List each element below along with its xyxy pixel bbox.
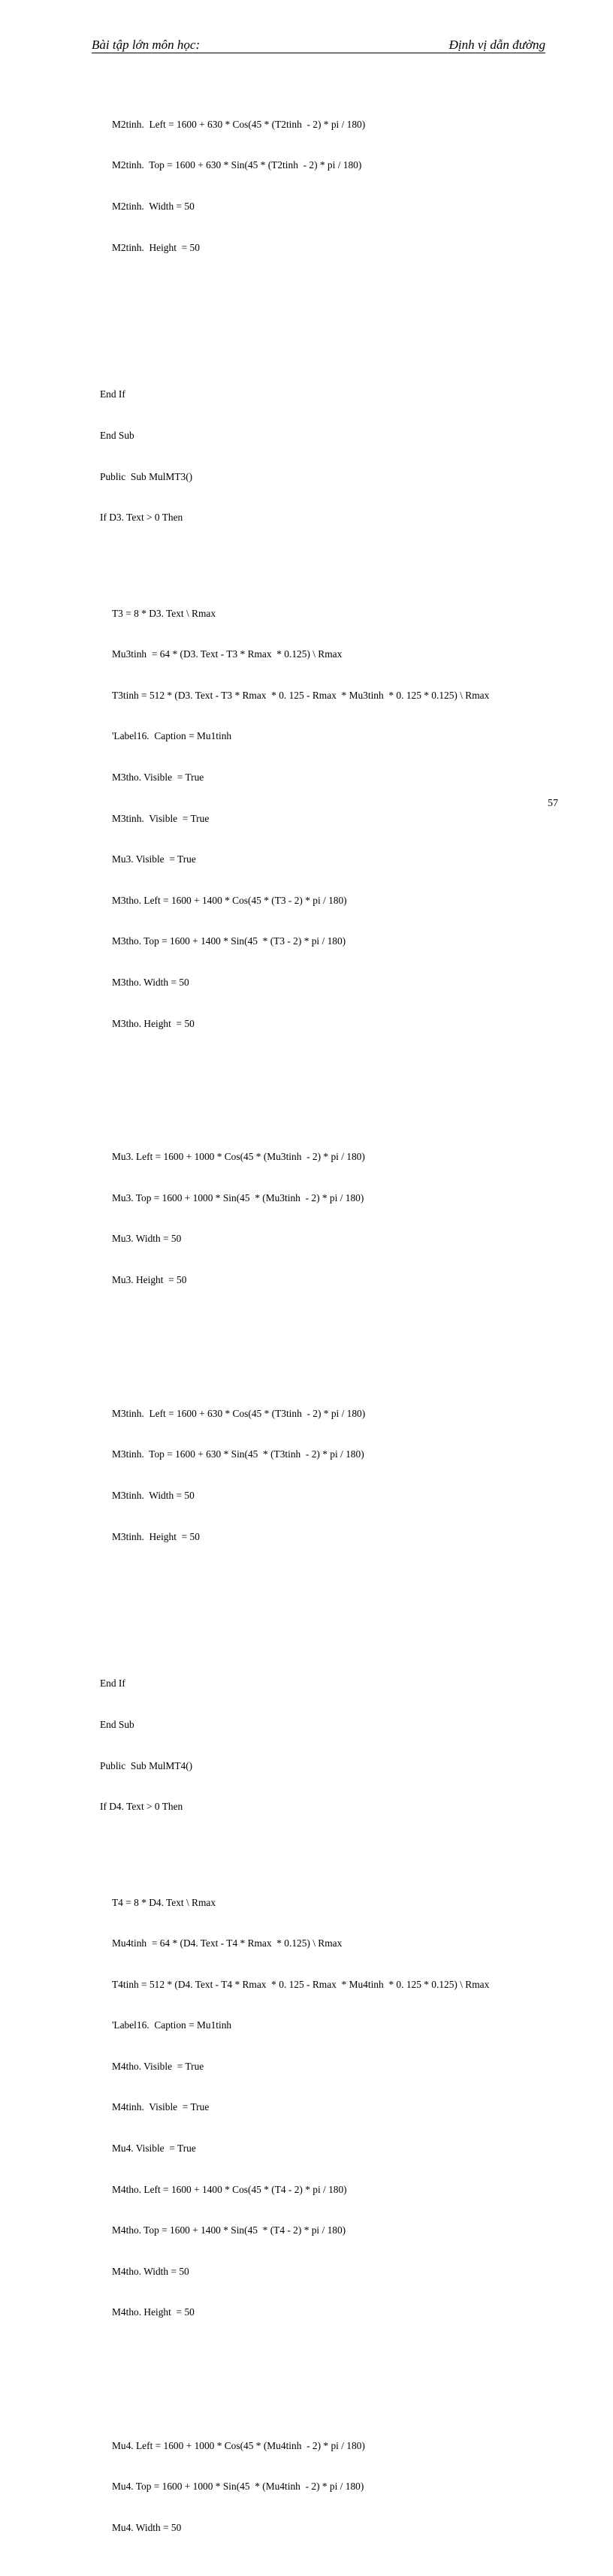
code-line: M2tinh. Left = 1600 + 630 * Cos(45 * (T2tinh - 2) * pi / 180)	[112, 118, 366, 130]
header-topic-title: Định vị dẫn đường	[448, 38, 545, 52]
code-line: Mu4tinh = 64 * (D4. Text - T4 * Rmax * 0.125) \ Rmax	[112, 1937, 343, 1949]
code-line: End If	[100, 388, 125, 400]
code-line: T3tinh = 512 * (D3. Text - T3 * Rmax * 0. 125 - Rmax * Mu3tinh * 0. 125 * 0.125) \ Rmax	[112, 689, 490, 701]
code-line: M3tho. Height = 50	[112, 1017, 195, 1029]
page-header	[92, 38, 545, 53]
code-block-sub-header-mt3	[100, 361, 489, 552]
code-line: M3tinh. Width = 50	[112, 1489, 195, 1501]
code-block-mt4-compute	[100, 1868, 489, 2347]
code-line: M3tinh. Visible = True	[112, 812, 210, 824]
code-block-m2tinh-position	[100, 90, 489, 282]
code-line: Mu4. Left = 1600 + 1000 * Cos(45 * (Mu4tinh - 2) * pi / 180)	[112, 2439, 365, 2451]
code-listing	[100, 63, 489, 2576]
code-line: Mu3. Top = 1600 + 1000 * Sin(45 * (Mu3tinh - 2) * pi / 180)	[112, 1191, 364, 1203]
code-line: M2tinh. Width = 50	[112, 201, 195, 212]
code-line: M3tho. Top = 1600 + 1400 * Sin(45 * (T3 - 2) * pi / 180)	[112, 935, 346, 947]
code-line: Mu3. Width = 50	[112, 1233, 182, 1245]
code-block-mt3-compute	[100, 579, 489, 1058]
code-line: Mu4. Width = 50	[112, 2522, 182, 2534]
code-line: M3tinh. Top = 1600 + 630 * Sin(45 * (T3tinh - 2) * pi / 180)	[112, 1448, 364, 1460]
code-line: Mu3. Left = 1600 + 1000 * Cos(45 * (Mu3tinh - 2) * pi / 180)	[112, 1150, 365, 1162]
code-block-sub-header-mt4	[100, 1650, 489, 1841]
code-line: End Sub	[100, 1718, 134, 1730]
code-line: M3tinh. Left = 1600 + 630 * Cos(45 * (T3tinh - 2) * pi / 180)	[112, 1407, 366, 1419]
code-line: M4tho. Height = 50	[112, 2306, 195, 2318]
code-line: M3tinh. Height = 50	[112, 1530, 200, 1542]
code-block-mu4-position	[100, 2411, 489, 2562]
header-course-title: Bài tập lớn môn học:	[92, 38, 201, 52]
code-line: End Sub	[100, 430, 134, 441]
code-line: End If	[100, 1678, 125, 1690]
code-line: If D4. Text > 0 Then	[100, 1801, 183, 1813]
code-line: Mu3. Height = 50	[112, 1273, 187, 1285]
code-line: M4tho. Visible = True	[112, 2060, 204, 2072]
code-block-mu3-position	[100, 1123, 489, 1315]
code-line: M4tho. Width = 50	[112, 2265, 189, 2277]
code-line: M2tinh. Top = 1600 + 630 * Sin(45 * (T2tinh - 2) * pi / 180)	[112, 159, 362, 171]
code-line: Mu3. Visible = True	[112, 853, 196, 865]
code-line: 'Label16. Caption = Mu1tinh	[112, 730, 232, 742]
code-line: Mu4. Top = 1600 + 1000 * Sin(45 * (Mu4tinh - 2) * pi / 180)	[112, 2481, 364, 2493]
code-line: M4tho. Top = 1600 + 1400 * Sin(45 * (T4 - 2) * pi / 180)	[112, 2224, 346, 2236]
code-line: M4tho. Left = 1600 + 1400 * Cos(45 * (T4 - 2) * pi / 180)	[112, 2183, 347, 2195]
page-number: 57	[548, 798, 558, 809]
code-line: M3tho. Width = 50	[112, 976, 189, 988]
code-line: Mu4. Visible = True	[112, 2143, 196, 2155]
code-line: Public Sub MulMT4()	[100, 1759, 193, 1771]
code-line: M3tho. Left = 1600 + 1400 * Cos(45 * (T3 - 2) * pi / 180)	[112, 894, 347, 906]
code-line: T4 = 8 * D4. Text \ Rmax	[112, 1896, 216, 1908]
code-line: 'Label16. Caption = Mu1tinh	[112, 2019, 232, 2031]
code-line: T4tinh = 512 * (D4. Text - T4 * Rmax * 0. 125 - Rmax * Mu4tinh * 0. 125 * 0.125) \ Rmax	[112, 1978, 490, 1990]
code-block-m3tinh-position	[100, 1379, 489, 1571]
code-line: M2tinh. Height = 50	[112, 241, 200, 253]
code-line: If D3. Text > 0 Then	[100, 512, 183, 524]
code-line: Mu3tinh = 64 * (D3. Text - T3 * Rmax * 0.125) \ Rmax	[112, 648, 343, 660]
code-line: M3tho. Visible = True	[112, 771, 204, 783]
code-line: T3 = 8 * D3. Text \ Rmax	[112, 607, 216, 619]
code-line: Public Sub MulMT3()	[100, 470, 193, 482]
code-line: M4tinh. Visible = True	[112, 2101, 210, 2113]
